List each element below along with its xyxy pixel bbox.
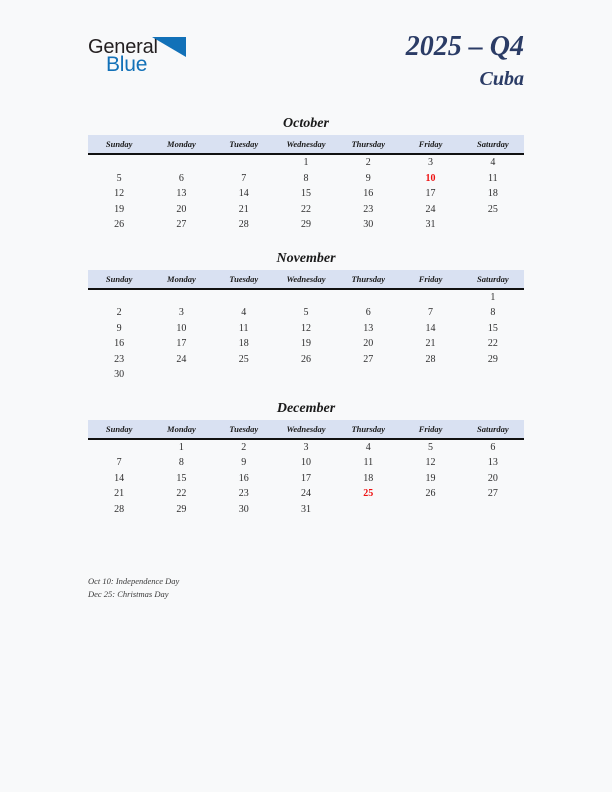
day-cell[interactable]: 2 <box>116 307 122 319</box>
day-cell[interactable]: 25 <box>487 203 498 215</box>
day-cell[interactable]: 27 <box>487 488 498 500</box>
day-cell[interactable]: 30 <box>363 219 374 231</box>
weekday-header-wednesday: Wednesday <box>275 270 337 289</box>
holiday-legend <box>88 575 508 601</box>
day-cell[interactable]: 31 <box>425 219 436 231</box>
weekday-header-sunday: Sunday <box>88 270 150 289</box>
weekday-header-tuesday: Tuesday <box>213 135 275 154</box>
day-cell[interactable]: 15 <box>300 188 311 200</box>
day-cell[interactable]: 27 <box>363 353 374 365</box>
day-cell[interactable]: 18 <box>363 472 374 484</box>
day-cell[interactable]: 6 <box>365 307 371 319</box>
day-cell[interactable]: 24 <box>425 203 436 215</box>
day-cell[interactable]: 20 <box>363 338 374 350</box>
week-row <box>88 471 524 487</box>
day-cell[interactable]: 5 <box>116 172 122 184</box>
weekday-header-thursday: Thursday <box>337 270 399 289</box>
day-cell[interactable]: 25 <box>238 353 249 365</box>
day-cell[interactable]: 30 <box>238 503 249 515</box>
day-cell[interactable]: 14 <box>238 188 249 200</box>
week-row <box>88 186 524 202</box>
legend-item: Oct 10: Independence Day <box>88 576 180 586</box>
weekday-header-sunday: Sunday <box>88 135 150 154</box>
day-cell[interactable]: 4 <box>365 441 371 453</box>
day-cell[interactable]: 27 <box>176 219 187 231</box>
weekday-header-saturday: Saturday <box>462 420 524 439</box>
triangle-icon <box>152 37 186 62</box>
day-cell[interactable]: 5 <box>303 307 309 319</box>
day-cell[interactable]: 4 <box>241 307 247 319</box>
day-cell[interactable]: 18 <box>487 188 498 200</box>
month-block-november <box>88 247 524 383</box>
week-row <box>88 154 524 171</box>
day-cell[interactable]: 3 <box>428 157 434 169</box>
day-cell[interactable]: 23 <box>363 203 374 215</box>
day-cell-holiday[interactable]: 10 <box>425 172 436 184</box>
day-cell[interactable]: 30 <box>114 369 125 381</box>
brand-name-general: General <box>88 36 158 58</box>
day-cell-empty <box>337 367 399 383</box>
day-cell[interactable]: 11 <box>488 172 498 184</box>
day-cell-empty <box>337 502 399 518</box>
day-cell-empty <box>213 154 275 171</box>
day-cell[interactable]: 15 <box>487 322 498 334</box>
day-cell[interactable]: 1 <box>178 441 184 453</box>
day-cell[interactable]: 13 <box>363 322 374 334</box>
calendar-table <box>88 270 524 383</box>
day-cell[interactable]: 26 <box>114 219 125 231</box>
day-cell[interactable]: 1 <box>490 291 496 303</box>
page-subtitle-country: Cuba <box>479 68 524 90</box>
day-cell[interactable]: 9 <box>116 322 122 334</box>
week-row <box>88 321 524 337</box>
day-cell-empty <box>213 367 275 383</box>
day-cell-empty <box>462 367 524 383</box>
day-cell[interactable]: 19 <box>114 203 125 215</box>
day-cell[interactable]: 17 <box>425 188 436 200</box>
day-cell[interactable]: 6 <box>178 172 184 184</box>
day-cell[interactable]: 22 <box>300 203 311 215</box>
week-row <box>88 202 524 218</box>
weekday-header-friday: Friday <box>399 135 461 154</box>
day-cell[interactable]: 2 <box>241 441 247 453</box>
day-cell[interactable]: 12 <box>114 188 125 200</box>
day-cell[interactable]: 26 <box>300 353 311 365</box>
month-block-december <box>88 397 524 518</box>
day-cell-empty <box>462 217 524 233</box>
day-cell-empty <box>150 154 212 171</box>
weekday-header-wednesday: Wednesday <box>275 135 337 154</box>
day-cell[interactable]: 21 <box>238 203 249 215</box>
day-cell[interactable]: 13 <box>487 457 498 469</box>
day-cell[interactable]: 28 <box>238 219 249 231</box>
day-cell[interactable]: 2 <box>365 157 371 169</box>
week-row <box>88 455 524 471</box>
day-cell[interactable]: 12 <box>300 322 311 334</box>
weekday-header-tuesday: Tuesday <box>213 420 275 439</box>
day-cell[interactable]: 10 <box>176 322 187 334</box>
day-cell[interactable]: 29 <box>487 353 498 365</box>
day-cell-empty <box>399 502 461 518</box>
week-row <box>88 502 524 518</box>
weekday-header-row <box>88 135 524 154</box>
week-row <box>88 305 524 321</box>
day-cell[interactable]: 14 <box>425 322 436 334</box>
weekday-header-friday: Friday <box>399 420 461 439</box>
calendar-title-block <box>406 30 524 92</box>
day-cell[interactable]: 3 <box>178 307 184 319</box>
weekday-header-monday: Monday <box>150 270 212 289</box>
day-cell-empty <box>275 289 337 306</box>
brand-name-blue: Blue <box>106 53 148 76</box>
weekday-header-sunday: Sunday <box>88 420 150 439</box>
day-cell[interactable]: 1 <box>303 157 309 169</box>
brand-logo[interactable] <box>88 35 278 81</box>
day-cell[interactable]: 26 <box>425 488 436 500</box>
day-cell[interactable]: 22 <box>176 488 187 500</box>
day-cell[interactable]: 23 <box>238 488 249 500</box>
day-cell[interactable]: 16 <box>363 188 374 200</box>
weekday-header-friday: Friday <box>399 270 461 289</box>
day-cell[interactable]: 17 <box>176 338 187 350</box>
day-cell-empty <box>213 289 275 306</box>
day-cell[interactable]: 24 <box>300 488 311 500</box>
day-cell-holiday[interactable]: 25 <box>363 488 374 500</box>
day-cell-empty <box>150 367 212 383</box>
day-cell[interactable]: 31 <box>300 503 311 515</box>
day-cell[interactable]: 13 <box>176 188 187 200</box>
day-cell[interactable]: 5 <box>428 441 434 453</box>
day-cell[interactable]: 22 <box>487 338 498 350</box>
day-cell[interactable]: 21 <box>425 338 436 350</box>
weekday-header-row <box>88 270 524 289</box>
weekday-header-monday: Monday <box>150 420 212 439</box>
day-cell[interactable]: 28 <box>114 503 125 515</box>
day-cell-empty <box>88 439 150 456</box>
weekday-header-thursday: Thursday <box>337 135 399 154</box>
day-cell[interactable]: 17 <box>300 472 311 484</box>
day-cell-empty <box>337 289 399 306</box>
week-row <box>88 289 524 306</box>
month-block-october <box>88 112 524 233</box>
day-cell[interactable]: 3 <box>303 441 309 453</box>
day-cell[interactable]: 16 <box>238 472 249 484</box>
day-cell[interactable]: 8 <box>490 307 496 319</box>
day-cell[interactable]: 11 <box>363 457 374 469</box>
weekday-header-thursday: Thursday <box>337 420 399 439</box>
day-cell[interactable]: 8 <box>303 172 309 184</box>
day-cell[interactable]: 20 <box>487 472 498 484</box>
day-cell[interactable]: 9 <box>365 172 371 184</box>
day-cell[interactable]: 7 <box>241 172 247 184</box>
page-header <box>0 0 612 112</box>
calendar-table <box>88 135 524 233</box>
day-cell-empty <box>399 289 461 306</box>
day-cell[interactable]: 15 <box>176 472 187 484</box>
month-title: December <box>276 400 336 416</box>
day-cell-empty <box>399 367 461 383</box>
day-cell[interactable]: 21 <box>114 488 125 500</box>
day-cell[interactable]: 29 <box>176 503 187 515</box>
page-title: 2025 – Q4 <box>405 31 524 62</box>
day-cell[interactable]: 14 <box>114 472 125 484</box>
day-cell-empty <box>150 289 212 306</box>
day-cell[interactable]: 9 <box>241 457 247 469</box>
month-title: November <box>276 250 336 266</box>
day-cell[interactable]: 12 <box>425 457 436 469</box>
day-cell[interactable]: 7 <box>428 307 434 319</box>
week-row <box>88 367 524 383</box>
day-cell[interactable]: 16 <box>114 338 125 350</box>
day-cell[interactable]: 19 <box>300 338 311 350</box>
week-row <box>88 171 524 187</box>
day-cell-empty <box>275 367 337 383</box>
week-row <box>88 439 524 456</box>
day-cell-empty <box>88 154 150 171</box>
day-cell[interactable]: 18 <box>238 338 249 350</box>
week-row <box>88 217 524 233</box>
day-cell[interactable]: 23 <box>114 353 125 365</box>
months-container <box>88 112 524 531</box>
weekday-header-saturday: Saturday <box>462 135 524 154</box>
day-cell-empty <box>462 502 524 518</box>
weekday-header-tuesday: Tuesday <box>213 270 275 289</box>
day-cell[interactable]: 11 <box>238 322 249 334</box>
day-cell[interactable]: 20 <box>176 203 187 215</box>
day-cell[interactable]: 6 <box>490 441 496 453</box>
day-cell[interactable]: 29 <box>300 219 311 231</box>
legend-item: Dec 25: Christmas Day <box>88 589 169 599</box>
weekday-header-monday: Monday <box>150 135 212 154</box>
day-cell[interactable]: 4 <box>490 157 496 169</box>
month-title: October <box>283 116 329 131</box>
day-cell[interactable]: 19 <box>425 472 436 484</box>
day-cell-empty <box>88 289 150 306</box>
week-row <box>88 336 524 352</box>
day-cell[interactable]: 10 <box>300 457 311 469</box>
day-cell[interactable]: 24 <box>176 353 187 365</box>
day-cell[interactable]: 7 <box>116 457 122 469</box>
weekday-header-row <box>88 420 524 439</box>
day-cell[interactable]: 28 <box>425 353 436 365</box>
week-row <box>88 486 524 502</box>
day-cell[interactable]: 8 <box>178 457 184 469</box>
calendar-table <box>88 420 524 518</box>
weekday-header-wednesday: Wednesday <box>275 420 337 439</box>
week-row <box>88 352 524 368</box>
weekday-header-saturday: Saturday <box>462 270 524 289</box>
